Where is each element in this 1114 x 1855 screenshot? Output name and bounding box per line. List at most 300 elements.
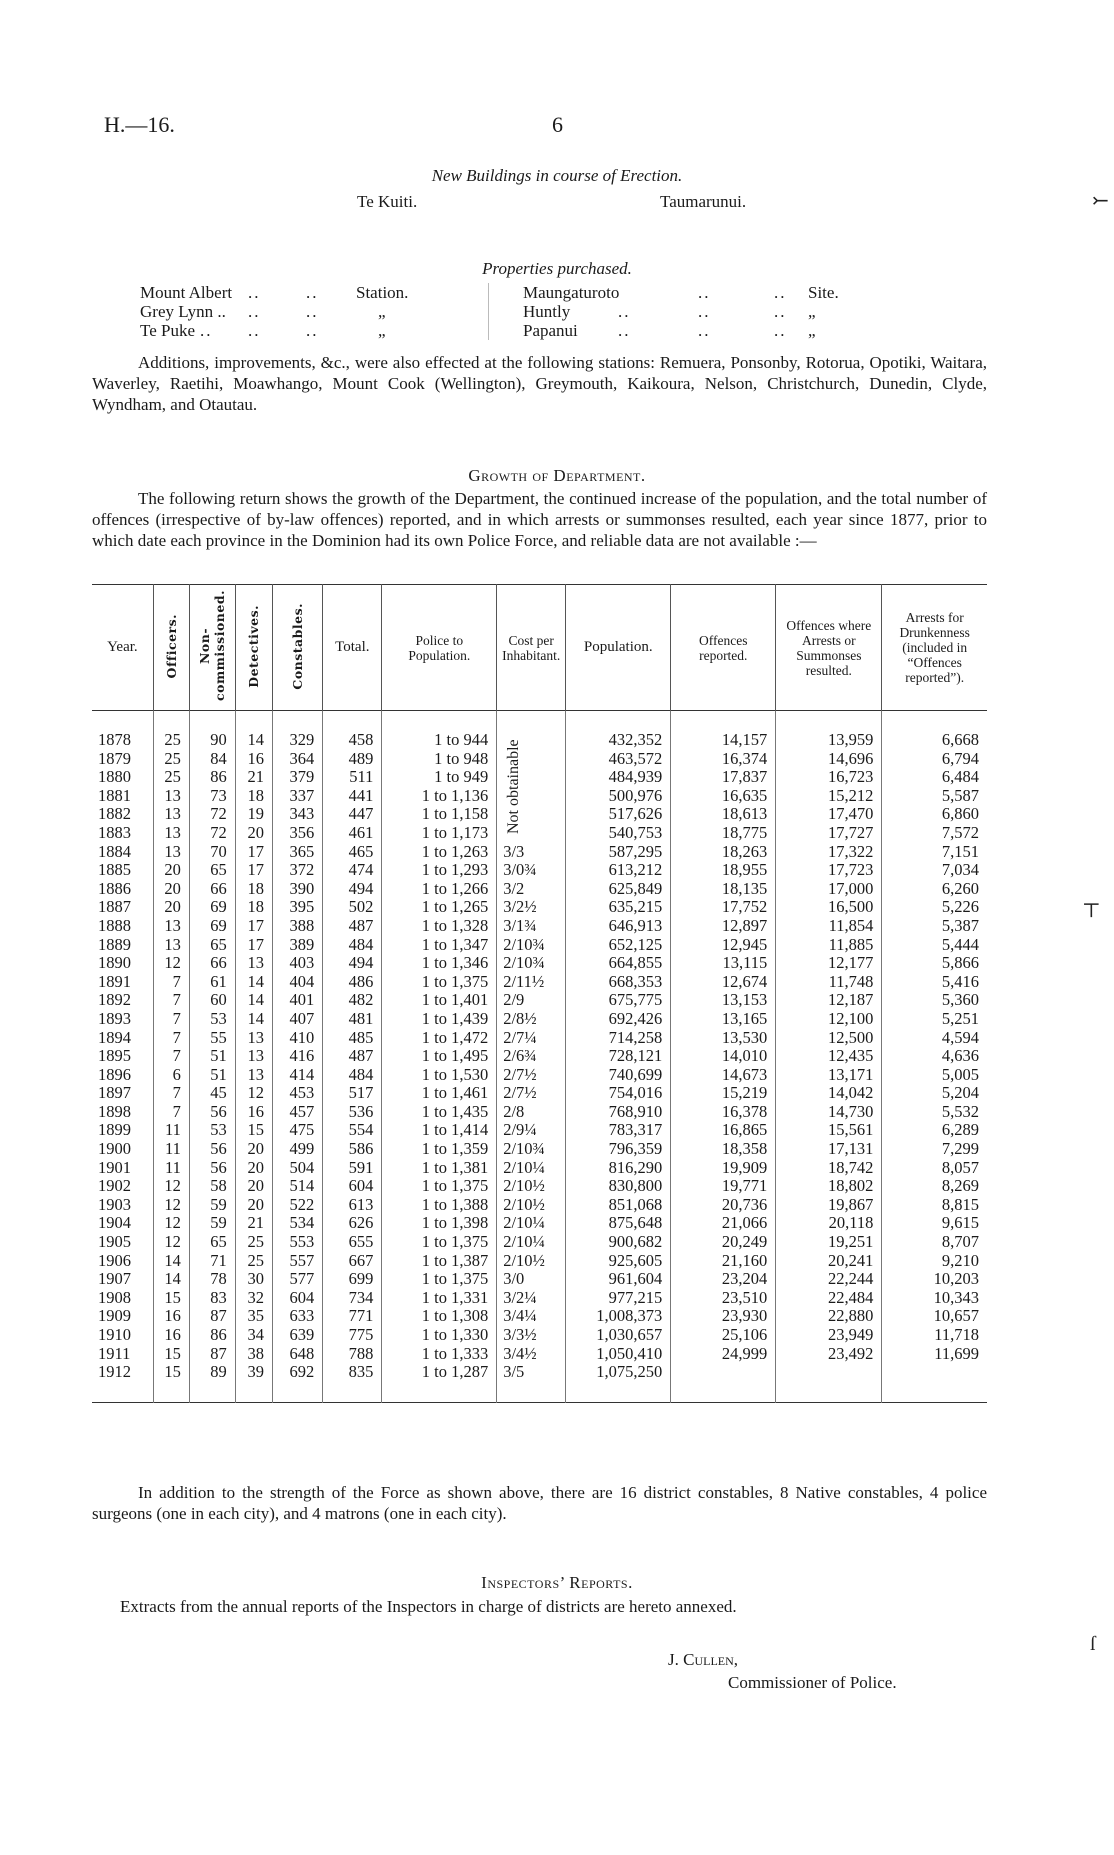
table-cell: 1882 — [98, 804, 131, 824]
table-cell: 32 — [235, 1289, 272, 1308]
table-cell: 23,949 — [776, 1326, 882, 1345]
table-cell: 1 to 1,381 — [382, 1159, 497, 1178]
margin-mark: ⤚ — [1092, 190, 1109, 212]
page-number: 6 — [552, 112, 563, 137]
table-cell: 7,151 — [882, 843, 987, 862]
table-row — [92, 917, 987, 936]
table-cell: 11,854 — [776, 917, 882, 936]
table-cell: 925,605 — [566, 1252, 671, 1271]
property-name: Huntly — [523, 302, 571, 321]
table-cell: 379 — [272, 768, 322, 787]
table-cell: 1 to 1,136 — [382, 787, 497, 806]
table-row — [92, 1289, 987, 1308]
table-cell: 20,241 — [776, 1252, 882, 1271]
table-cell: 45 — [189, 1084, 235, 1103]
col-total: Total. — [323, 585, 382, 711]
col-noncom: Non-commissioned. — [189, 585, 235, 711]
table-cell: 72 — [189, 805, 235, 824]
table-cell: 1 to 1,347 — [382, 936, 497, 955]
table-cell: 816,290 — [566, 1159, 671, 1178]
table-cell: 1 to 1,495 — [382, 1047, 497, 1066]
table-cell: 59 — [189, 1196, 235, 1215]
table-cell: 788 — [323, 1345, 382, 1364]
table-cell: 2/8½ — [497, 1010, 566, 1029]
table-cell: 18 — [235, 898, 272, 917]
table-cell: 465 — [323, 843, 382, 862]
table-cell: 494 — [323, 954, 382, 973]
table-cell: 12 — [153, 954, 189, 973]
table-cell: 1906 — [98, 1250, 131, 1270]
table-cell: 2/9 — [497, 991, 566, 1010]
table-cell: 1,030,657 — [566, 1326, 671, 1345]
table-cell: 86 — [189, 1326, 235, 1345]
table-cell: 775 — [323, 1326, 382, 1345]
table-cell: 3/2¼ — [497, 1289, 566, 1308]
table-cell: 15,212 — [776, 787, 882, 806]
table-cell: 3/4¼ — [497, 1307, 566, 1326]
table-cell: 13,959 — [776, 711, 882, 750]
table-cell: 25 — [153, 711, 189, 750]
table-cell: 56 — [189, 1140, 235, 1159]
table-row — [92, 1066, 987, 1085]
table-cell: 517,626 — [566, 805, 671, 824]
col-officers: Officers. — [153, 585, 189, 711]
table-cell: 87 — [189, 1307, 235, 1326]
table-cell: 17,723 — [776, 861, 882, 880]
table-cell: 1 to 949 — [382, 768, 497, 787]
growth-footnote: In addition to the strength of the Force as shown above, there are 16 district constables, 8 Native constables, 4 police surgeons (one in each city), and 4 matrons (one in each city). — [92, 1483, 987, 1523]
table-cell: 639 — [272, 1326, 322, 1345]
table-cell: 484 — [323, 936, 382, 955]
table-cell: 7,572 — [882, 824, 987, 843]
table-cell: 1 to 1,287 — [382, 1363, 497, 1402]
table-cell: 390 — [272, 880, 322, 899]
table-row — [92, 1233, 987, 1252]
col-population: Population. — [566, 585, 671, 711]
table-cell: 35 — [235, 1307, 272, 1326]
table-cell: 6,668 — [882, 711, 987, 750]
table-cell: 484,939 — [566, 768, 671, 787]
table-cell: 487 — [323, 1047, 382, 1066]
table-cell: 22,244 — [776, 1270, 882, 1289]
table-cell: 19,771 — [671, 1177, 776, 1196]
table-cell: 13,530 — [671, 1029, 776, 1048]
property-type: „ — [378, 321, 386, 340]
property-type: „ — [808, 302, 816, 321]
table-cell: 1903 — [98, 1194, 131, 1214]
table-cell: 487 — [323, 917, 382, 936]
table-cell: 2/10½ — [497, 1196, 566, 1215]
table-cell: 851,068 — [566, 1196, 671, 1215]
table-cell: 1883 — [98, 822, 131, 842]
table-cell: 613,212 — [566, 861, 671, 880]
table-cell: 17,131 — [776, 1140, 882, 1159]
table-cell: 69 — [189, 917, 235, 936]
table-cell: 11,885 — [776, 936, 882, 955]
table-cell: 2/10¾ — [497, 936, 566, 955]
table-cell: 3/5 — [497, 1363, 566, 1402]
table-cell: 58 — [189, 1177, 235, 1196]
table-cell: 12 — [153, 1214, 189, 1233]
table-row — [92, 991, 987, 1010]
properties-list: Mount Albert .. .. Station. Maungaturoto .. .. Site. Grey Lynn .. .. .. „ Huntly .. .. .. „ Te Puke .. .. .. „ Papanui .. .. .. „ — [140, 283, 839, 340]
table-cell: 486 — [323, 973, 382, 992]
table-cell: 21,160 — [671, 1252, 776, 1271]
col-drunkenness: Arrests for Drunkenness (included in “Offences reported”). — [882, 585, 987, 711]
table-cell: 11,748 — [776, 973, 882, 992]
table-cell: 14,730 — [776, 1103, 882, 1122]
table-cell: 14 — [153, 1270, 189, 1289]
table-cell: 20 — [153, 861, 189, 880]
table-cell: 1 to 1,414 — [382, 1121, 497, 1140]
table-row — [92, 1121, 987, 1140]
table-cell: 10,203 — [882, 1270, 987, 1289]
table-cell: 17,000 — [776, 880, 882, 899]
table-cell: 13,153 — [671, 991, 776, 1010]
table-cell: 1 to 1,375 — [382, 973, 497, 992]
table-cell: 407 — [272, 1010, 322, 1029]
table-cell: 329 — [272, 711, 322, 750]
property-name: Te Puke — [140, 321, 195, 340]
table-cell: 10,657 — [882, 1307, 987, 1326]
table-cell: 14 — [235, 1010, 272, 1029]
table-cell: 16,374 — [671, 750, 776, 769]
table-cell: 517 — [323, 1084, 382, 1103]
table-cell: 3/3 — [497, 843, 566, 862]
table-cell: 2/10¼ — [497, 1159, 566, 1178]
col-year: Year. — [107, 639, 138, 655]
table-cell: 6,289 — [882, 1121, 987, 1140]
table-cell: 2/10½ — [497, 1252, 566, 1271]
table-cell: 13 — [153, 917, 189, 936]
table-cell: 18,263 — [671, 843, 776, 862]
table-cell: 356 — [272, 824, 322, 843]
table-cell: 961,604 — [566, 1270, 671, 1289]
table-cell: 9,210 — [882, 1252, 987, 1271]
table-cell: 1895 — [98, 1046, 131, 1066]
table-cell: 13 — [235, 1029, 272, 1048]
table-cell: 23,930 — [671, 1307, 776, 1326]
table-cell: 5,587 — [882, 787, 987, 806]
table-cell: 1910 — [98, 1325, 131, 1344]
table-cell: 17 — [235, 861, 272, 880]
table-cell: 604 — [272, 1289, 322, 1308]
table-row — [92, 1010, 987, 1029]
table-cell: 536 — [323, 1103, 382, 1122]
table-cell: 17 — [235, 917, 272, 936]
table-cell: 1 to 1,461 — [382, 1084, 497, 1103]
table-cell: 714,258 — [566, 1029, 671, 1048]
table-cell: 72 — [189, 824, 235, 843]
table-cell: 557 — [272, 1252, 322, 1271]
table-row — [92, 843, 987, 862]
table-cell: 728,121 — [566, 1047, 671, 1066]
table-cell: 15 — [153, 1289, 189, 1308]
table-cell: 12,945 — [671, 936, 776, 955]
table-cell: 553 — [272, 1233, 322, 1252]
table-cell: 18 — [235, 787, 272, 806]
table-cell: 586 — [323, 1140, 382, 1159]
table-cell: 1 to 1,375 — [382, 1233, 497, 1252]
table-cell: 1881 — [98, 785, 131, 805]
table-cell: 71 — [189, 1252, 235, 1271]
table-cell: 2/8 — [497, 1103, 566, 1122]
table-cell: 12,177 — [776, 954, 882, 973]
table-cell: 395 — [272, 898, 322, 917]
table-row — [92, 1252, 987, 1271]
table-cell: 20,118 — [776, 1214, 882, 1233]
table-cell: 414 — [272, 1066, 322, 1085]
table-cell: 12 — [153, 1196, 189, 1215]
table-cell: 7 — [153, 1047, 189, 1066]
table-cell: 16,500 — [776, 898, 882, 917]
table-cell: 18,802 — [776, 1177, 882, 1196]
table-cell: 66 — [189, 880, 235, 899]
table-cell: 652,125 — [566, 936, 671, 955]
table-cell: 500,976 — [566, 787, 671, 806]
table-cell: 389 — [272, 936, 322, 955]
table-cell: 504 — [272, 1159, 322, 1178]
table-cell: 24,999 — [671, 1345, 776, 1364]
table-cell: 796,359 — [566, 1140, 671, 1159]
col-detectives: Detectives. — [235, 585, 272, 711]
table-cell: 61 — [189, 973, 235, 992]
property-name: Grey Lynn .. — [140, 302, 226, 321]
table-cell: 1890 — [98, 953, 131, 973]
table-cell: 17 — [235, 843, 272, 862]
table-cell: 591 — [323, 1159, 382, 1178]
table-cell: 540,753 — [566, 824, 671, 843]
new-building-te-kuiti: Te Kuiti. — [357, 192, 418, 211]
table-cell: 56 — [189, 1103, 235, 1122]
table-cell: 13 — [153, 936, 189, 955]
property-type: Station. — [356, 283, 409, 302]
table-row — [92, 973, 987, 992]
table-cell: 5,444 — [882, 936, 987, 955]
table-cell: 20 — [153, 898, 189, 917]
table-cell: 34 — [235, 1326, 272, 1345]
table-cell: 453 — [272, 1084, 322, 1103]
table-cell: 2/10¾ — [497, 954, 566, 973]
table-cell: 3/1¾ — [497, 917, 566, 936]
table-cell: 21 — [235, 1214, 272, 1233]
table-cell: 6,260 — [882, 880, 987, 899]
growth-intro: The following return shows the growth of the Department, the continued increase of the population, and the total number of offences (irrespective of by-law offences) reported, and in which arrests or summonses resulted, each year since 1877, prior to which date each province in the Dominion had its own Police Force, and reliable data are not available :— — [92, 489, 987, 550]
table-cell: 13 — [235, 954, 272, 973]
table-cell: 1884 — [98, 841, 131, 861]
table-cell: 1894 — [98, 1027, 131, 1047]
table-cell: 457 — [272, 1103, 322, 1122]
property-type: „ — [808, 321, 816, 340]
table-cell: 8,057 — [882, 1159, 987, 1178]
table-cell: 60 — [189, 991, 235, 1010]
table-cell: 16 — [235, 750, 272, 769]
table-cell: 25,106 — [671, 1326, 776, 1345]
property-type: Site. — [808, 283, 839, 302]
table-cell: 66 — [189, 954, 235, 973]
table-row — [92, 1307, 987, 1326]
table-cell: 25 — [235, 1252, 272, 1271]
table-cell: 7,299 — [882, 1140, 987, 1159]
table-cell: 1892 — [98, 990, 131, 1010]
table-cell: 499 — [272, 1140, 322, 1159]
table-cell: 1 to 1,328 — [382, 917, 497, 936]
table-cell: 1898 — [98, 1101, 131, 1121]
col-constables: Constables. — [272, 585, 322, 711]
table-cell: 53 — [189, 1121, 235, 1140]
table-cell: 65 — [189, 861, 235, 880]
table-cell: 1 to 1,266 — [382, 880, 497, 899]
table-cell: 15 — [153, 1363, 189, 1402]
table-cell: 1,075,250 — [566, 1363, 671, 1402]
table-cell: 6,860 — [882, 805, 987, 824]
table-cell: 20 — [153, 880, 189, 899]
table-cell: 11 — [153, 1140, 189, 1159]
table-cell: 1 to 1,331 — [382, 1289, 497, 1308]
table-cell: 20 — [235, 1177, 272, 1196]
table-cell: 23,510 — [671, 1289, 776, 1308]
table-cell: 1897 — [98, 1083, 131, 1103]
table-cell: 410 — [272, 1029, 322, 1048]
table-cell: 699 — [323, 1270, 382, 1289]
margin-mark: ⊤ — [1082, 900, 1101, 922]
table-cell: 16,865 — [671, 1121, 776, 1140]
table-cell — [776, 1363, 882, 1402]
table-cell: 900,682 — [566, 1233, 671, 1252]
table-cell: 84 — [189, 750, 235, 769]
table-cell: 12 — [153, 1177, 189, 1196]
table-cell: 12,500 — [776, 1029, 882, 1048]
table-cell: 2/10¾ — [497, 1140, 566, 1159]
table-cell: 1 to 1,308 — [382, 1307, 497, 1326]
table-cell: 8,815 — [882, 1196, 987, 1215]
table-cell: 20 — [235, 1196, 272, 1215]
table-cell: 388 — [272, 917, 322, 936]
table-cell: 1908 — [98, 1287, 131, 1307]
table-cell: 23,204 — [671, 1270, 776, 1289]
table-cell: 21 — [235, 768, 272, 787]
table-cell: 5,387 — [882, 917, 987, 936]
table-cell: 16 — [153, 1326, 189, 1345]
table-cell: 22,880 — [776, 1307, 882, 1326]
table-cell: 635,215 — [566, 898, 671, 917]
table-cell: 2/11½ — [497, 973, 566, 992]
table-cell: 21,066 — [671, 1214, 776, 1233]
table-cell: 587,295 — [566, 843, 671, 862]
table-cell: 1905 — [98, 1232, 131, 1252]
cost-not-obtainable: Not obtainable — [497, 711, 566, 843]
table-cell: 771 — [323, 1307, 382, 1326]
table-cell: 20 — [235, 824, 272, 843]
table-cell: 734 — [323, 1289, 382, 1308]
table-cell: 55 — [189, 1029, 235, 1048]
table-cell: 15,561 — [776, 1121, 882, 1140]
table-cell: 16,635 — [671, 787, 776, 806]
table-cell: 25 — [153, 750, 189, 769]
table-cell: 1 to 1,359 — [382, 1140, 497, 1159]
table-cell: 463,572 — [566, 750, 671, 769]
table-cell: 3/3½ — [497, 1326, 566, 1345]
table-cell: 56 — [189, 1159, 235, 1178]
table-row — [92, 1047, 987, 1066]
table-cell: 59 — [189, 1214, 235, 1233]
new-building-taumarunui: Taumarunui. — [660, 192, 747, 211]
table-cell: 25 — [153, 768, 189, 787]
table-cell: 1878 — [98, 730, 131, 749]
table-cell: 86 — [189, 768, 235, 787]
table-cell: 646,913 — [566, 917, 671, 936]
table-cell: 1880 — [98, 767, 131, 787]
table-cell: 648 — [272, 1345, 322, 1364]
table-cell: 1,008,373 — [566, 1307, 671, 1326]
table-cell: 2/10¼ — [497, 1214, 566, 1233]
table-cell: 692 — [272, 1363, 322, 1402]
table-cell: 6,794 — [882, 750, 987, 769]
table-cell: 511 — [323, 768, 382, 787]
table-cell: 474 — [323, 861, 382, 880]
table-cell: 1 to 1,346 — [382, 954, 497, 973]
properties-title: Properties purchased. — [482, 259, 632, 278]
table-cell: 23,492 — [776, 1345, 882, 1364]
table-cell: 10,343 — [882, 1289, 987, 1308]
table-cell: 12,897 — [671, 917, 776, 936]
table-row — [92, 1177, 987, 1196]
table-cell: 14,042 — [776, 1084, 882, 1103]
table-cell: 475 — [272, 1121, 322, 1140]
table-cell: 1886 — [98, 878, 131, 898]
table-row — [92, 711, 987, 750]
table-cell: 1891 — [98, 971, 131, 991]
table-cell: 3/0 — [497, 1270, 566, 1289]
table-cell: 1893 — [98, 1008, 131, 1028]
table-cell: 7 — [153, 1084, 189, 1103]
table-cell: 18,742 — [776, 1159, 882, 1178]
table-cell: 613 — [323, 1196, 382, 1215]
table-cell: 16,723 — [776, 768, 882, 787]
table-cell: 1 to 1,388 — [382, 1196, 497, 1215]
table-cell: 1 to 1,293 — [382, 861, 497, 880]
table-cell: 692,426 — [566, 1010, 671, 1029]
property-name: Papanui — [523, 321, 578, 340]
table-cell: 1,050,410 — [566, 1345, 671, 1364]
table-cell: 1 to 1,401 — [382, 991, 497, 1010]
table-cell: 432,352 — [566, 711, 671, 750]
table-cell: 89 — [189, 1363, 235, 1402]
table-cell: 13 — [235, 1066, 272, 1085]
col-arrests: Offences where Arrests or Summonses resulted. — [776, 585, 882, 711]
table-cell — [882, 1363, 987, 1402]
table-cell: 6,484 — [882, 768, 987, 787]
table-cell: 19,251 — [776, 1233, 882, 1252]
table-cell: 1 to 1,375 — [382, 1177, 497, 1196]
table-row — [92, 1326, 987, 1345]
table-row — [92, 1103, 987, 1122]
table-cell: 1909 — [98, 1306, 131, 1326]
table-cell: 19,909 — [671, 1159, 776, 1178]
table-cell: 30 — [235, 1270, 272, 1289]
table-cell: 2/10¼ — [497, 1233, 566, 1252]
table-cell: 6 — [153, 1066, 189, 1085]
table-cell: 16 — [153, 1307, 189, 1326]
table-cell: 12,100 — [776, 1010, 882, 1029]
table-row — [92, 1159, 987, 1178]
table-cell: 626 — [323, 1214, 382, 1233]
table-row — [92, 1084, 987, 1103]
table-cell: 1 to 1,265 — [382, 898, 497, 917]
table-cell: 577 — [272, 1270, 322, 1289]
table-cell: 12,674 — [671, 973, 776, 992]
table-cell: 1 to 948 — [382, 750, 497, 769]
